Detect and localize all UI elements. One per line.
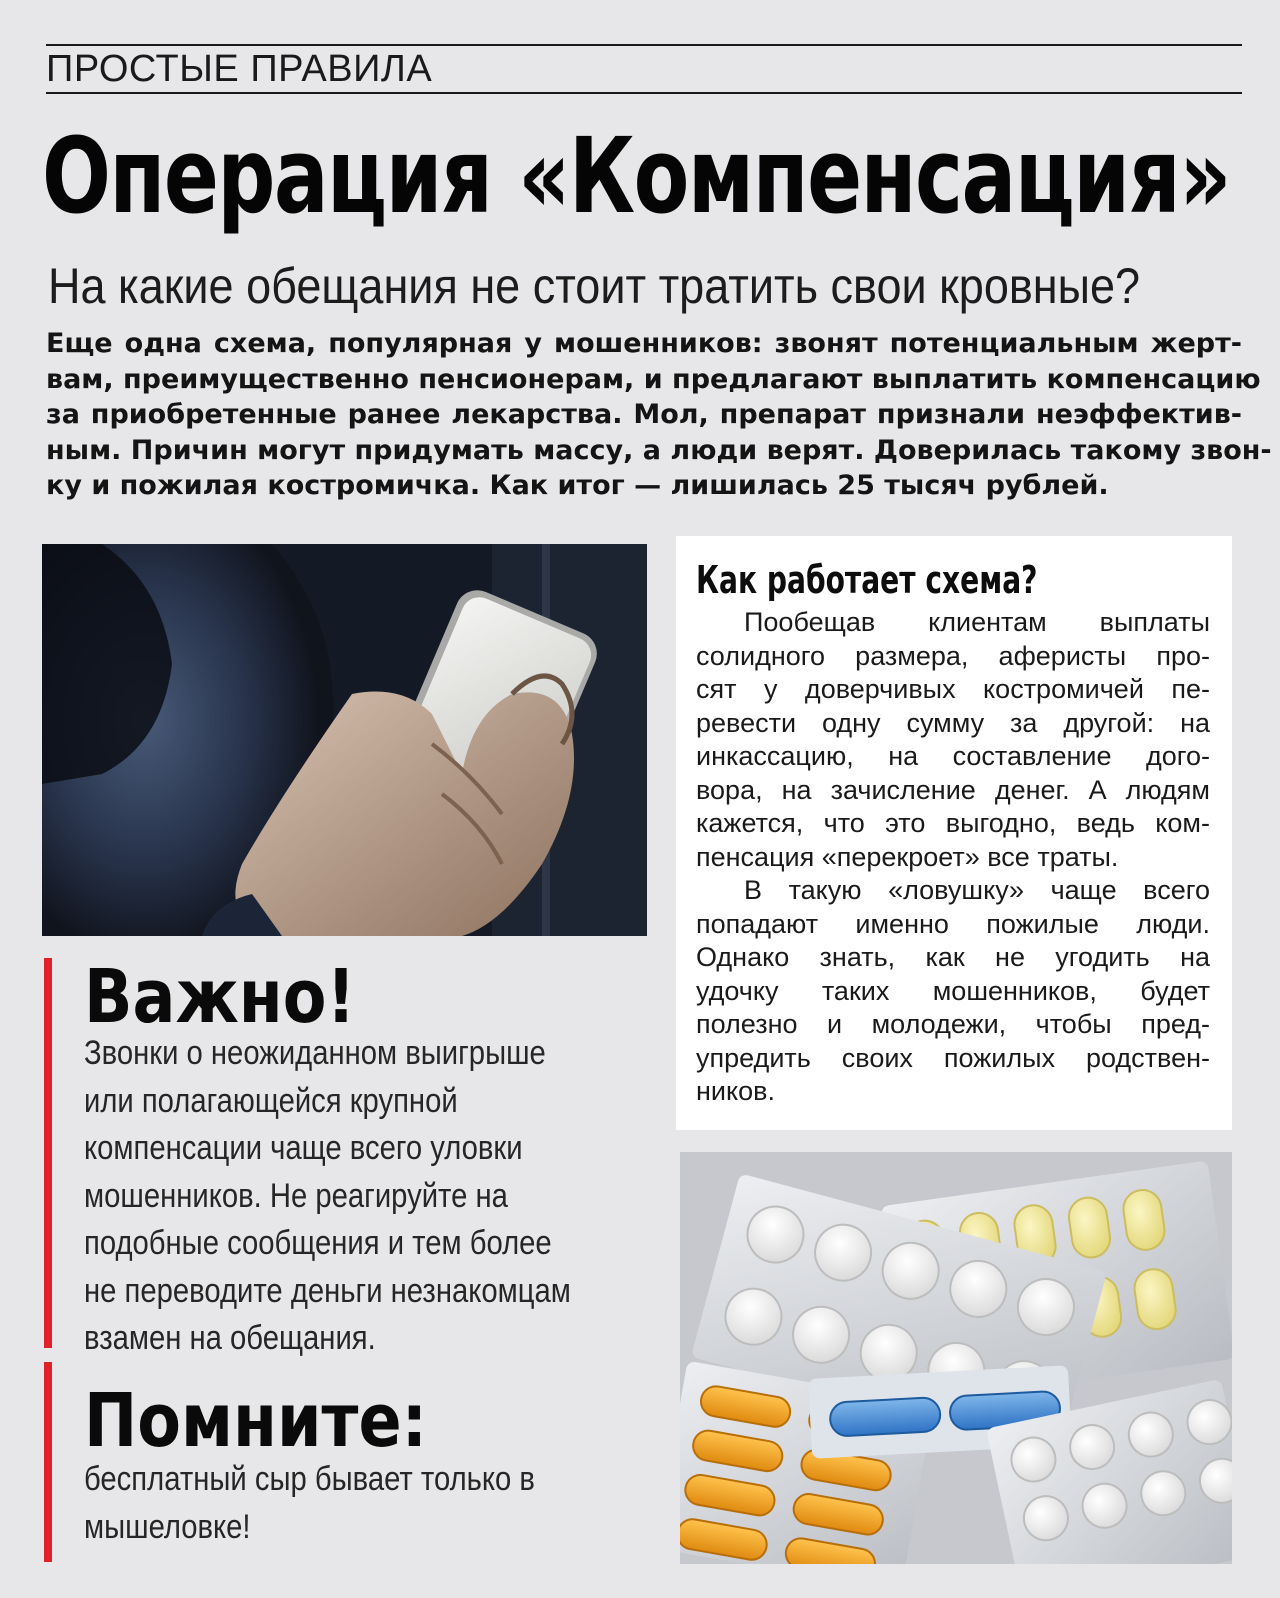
pills-photo-illustration <box>680 1152 1232 1564</box>
important-line: подобные сообщения и тем более <box>84 1224 552 1262</box>
scheme-line: пенсация «перекроет» все траты. <box>696 841 1119 872</box>
subtitle: На какие обещания не стоит тратить свои кровные? <box>48 258 1141 314</box>
scheme-title: Как работает схема? <box>696 558 1038 602</box>
lead-line: Еще одна схема, популярная у мошенников: звонят потенциальным жерт- <box>46 328 1242 359</box>
phone-photo <box>42 544 647 936</box>
rubric: ПРОСТЫЕ ПРАВИЛА <box>46 48 433 90</box>
important-text <box>84 1030 644 1363</box>
important-line: не переводите деньги незнакомцам <box>84 1271 571 1310</box>
lead-paragraph <box>46 326 1272 504</box>
remember-text <box>84 1456 644 1551</box>
important-line: или полагающейся крупной <box>84 1081 458 1120</box>
scheme-line: упредить своих пожилых родствен- <box>696 1042 1210 1073</box>
scheme-line: солидного размера, аферисты про- <box>696 640 1210 671</box>
scheme-line: полезно и молодежи, чтобы пред- <box>696 1009 1210 1039</box>
important-line: компенсации чаще всего уловки <box>84 1129 523 1167</box>
scheme-line: ников. <box>696 1076 775 1106</box>
scheme-text <box>696 606 1210 1109</box>
important-accent-bar <box>44 958 52 1348</box>
scheme-line: попадают именно пожилые люди. <box>696 908 1210 939</box>
remember-line: бесплатный сыр бывает только в <box>84 1460 535 1498</box>
scheme-box <box>676 536 1232 1130</box>
scheme-line: ревести одну сумму за другой: на <box>696 707 1210 738</box>
rubric-rule <box>46 92 1242 94</box>
scheme-line: вора, на зачисление денег. А людям <box>696 774 1210 805</box>
scheme-line: сят у доверчивых костромичей пе- <box>696 674 1210 704</box>
phone-photo-illustration <box>42 544 647 936</box>
scheme-line: кажется, что это выгодно, ведь ком- <box>696 808 1210 838</box>
important-line: Звонки о неожиданном выигрыше <box>84 1034 546 1072</box>
important-line: мошенников. Не реагируйте на <box>84 1176 508 1215</box>
important-title: Важно! <box>84 954 356 1040</box>
remember-line: мышеловке! <box>84 1507 251 1546</box>
important-line: взамен на обещания. <box>84 1319 376 1357</box>
lead-line: вам, преимущественно пенсионерам, и предлагают выплатить компенсацию <box>46 363 1261 395</box>
scheme-line: инкассацию, на составление дого- <box>696 741 1210 771</box>
headline: Операция «Компенсация» <box>42 115 1230 237</box>
scheme-line: удочку таких мошенников, будет <box>696 975 1210 1006</box>
remember-title: Помните: <box>84 1378 428 1464</box>
lead-line: ку и пожилая костромичка. Как итог — лишилась 25 тысяч рублей. <box>46 470 1109 501</box>
pills-photo <box>680 1152 1232 1564</box>
scheme-line: Однако знать, как не угодить на <box>696 942 1210 972</box>
scheme-line: В такую «ловушку» чаще всего <box>744 875 1210 905</box>
scheme-line: Пообещав клиентам выплаты <box>744 607 1210 637</box>
lead-line: за приобретенные ранее лекарства. Мол, препарат признали неэффектив- <box>46 399 1242 430</box>
lead-line: ным. Причин могут придумать массу, а люди верят. Доверилась такому звон- <box>46 434 1272 466</box>
remember-accent-bar <box>44 1362 52 1562</box>
